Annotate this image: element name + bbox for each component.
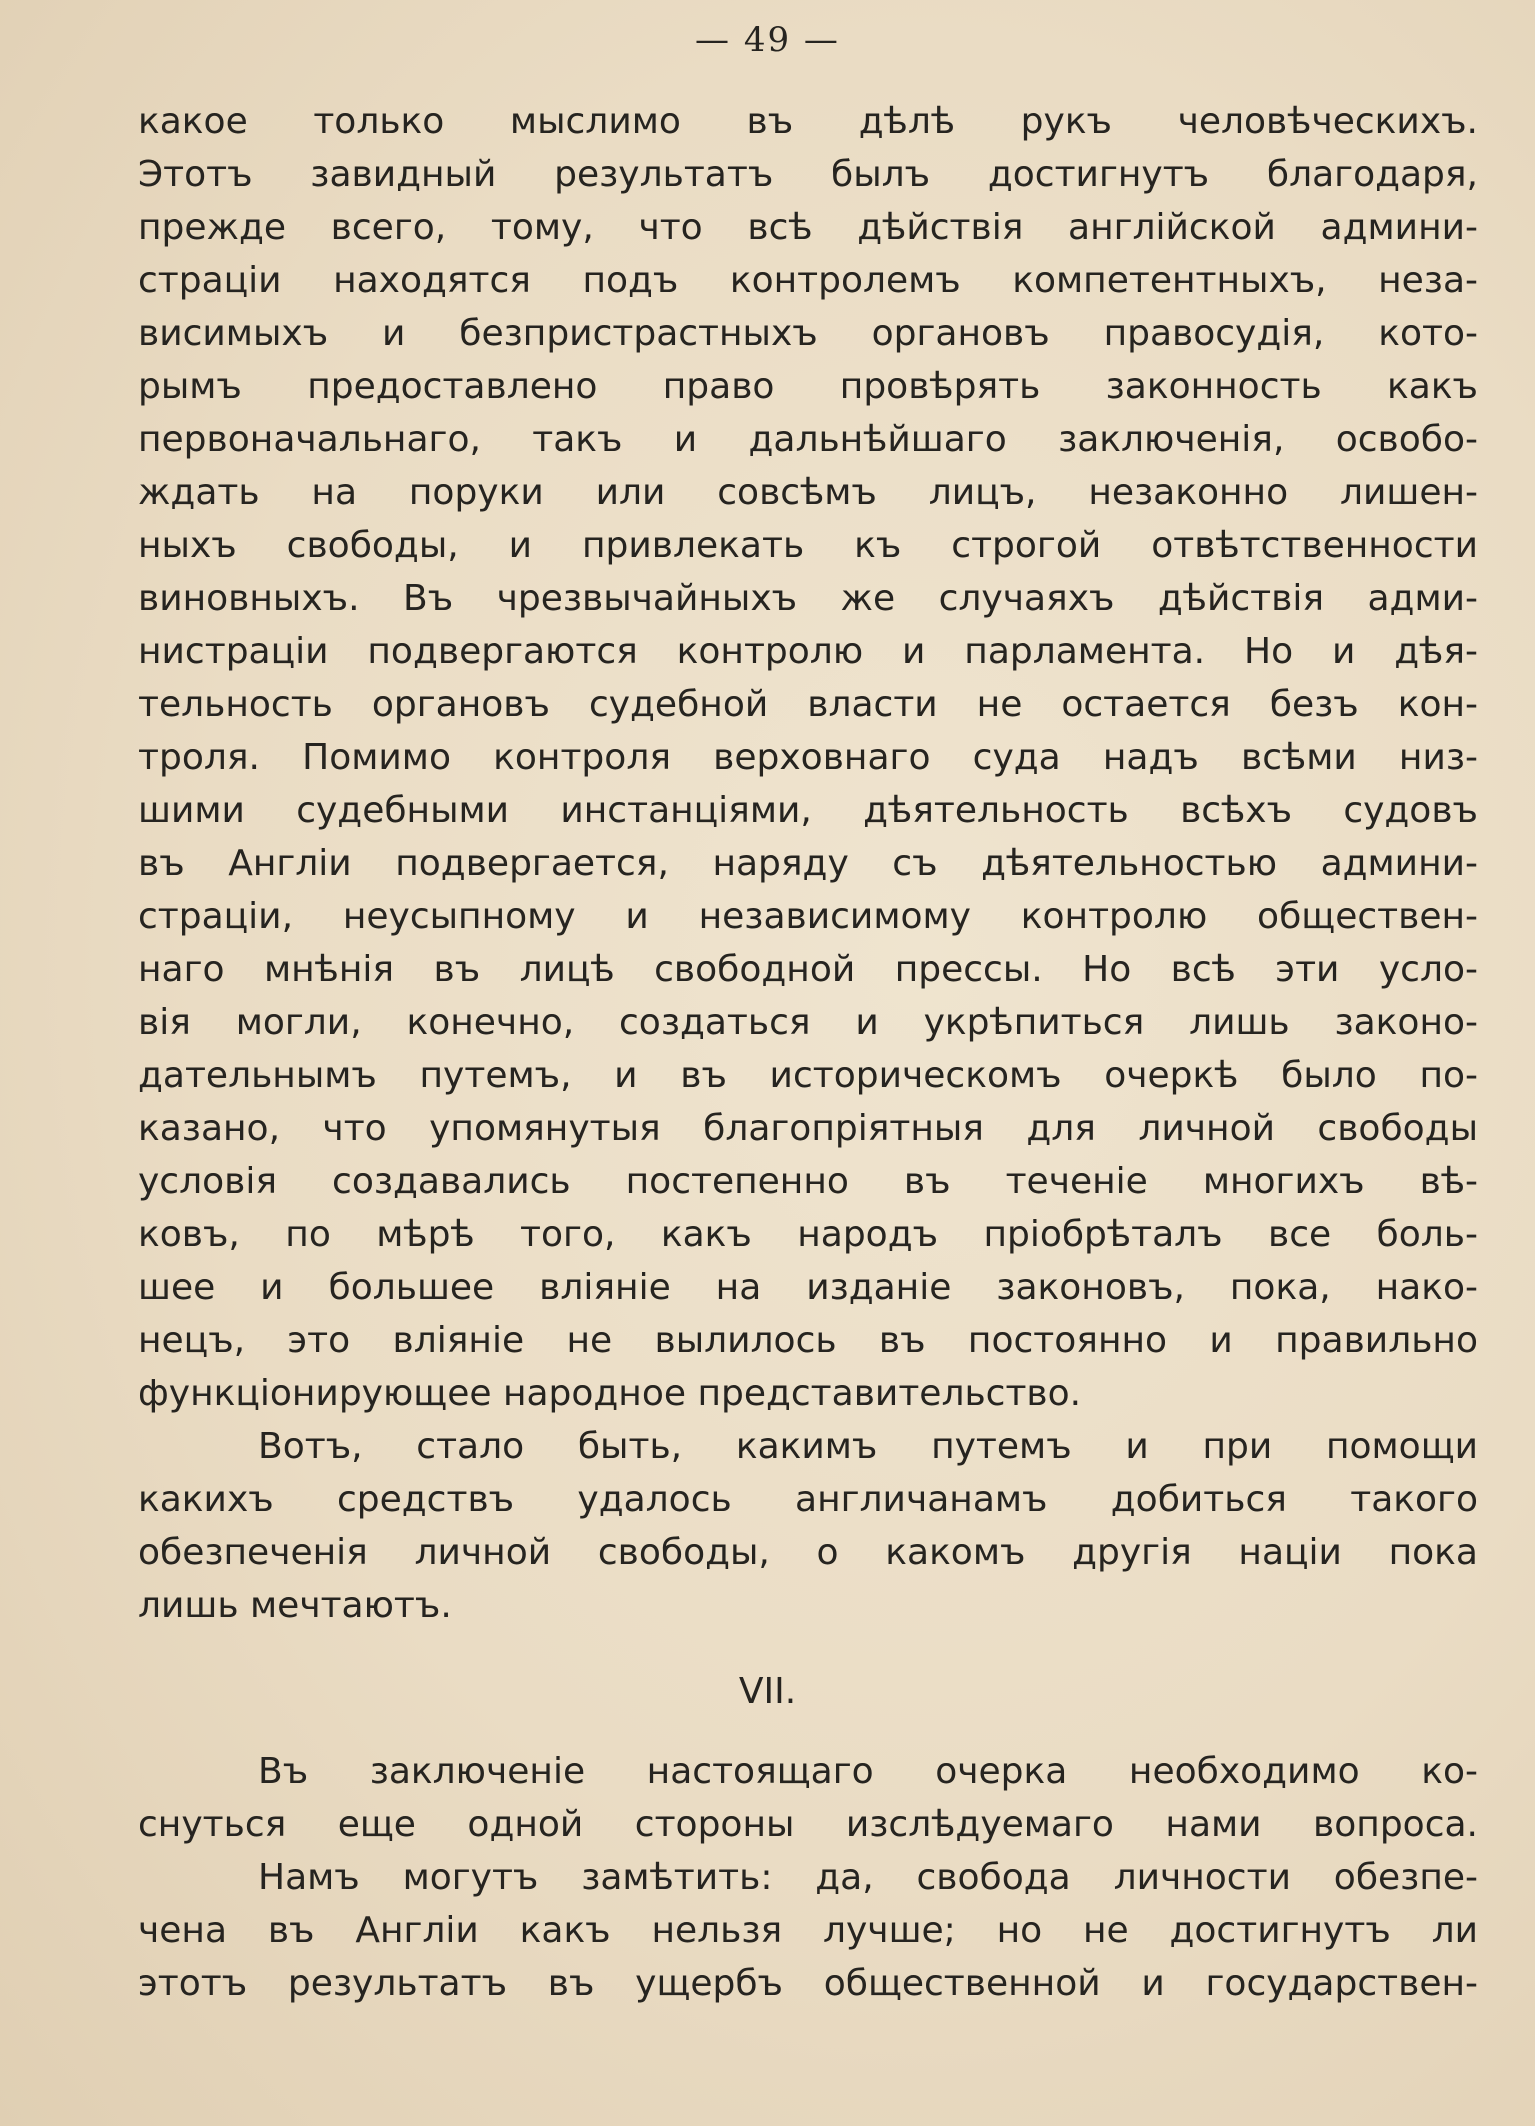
text-line: первоначальнаго, такъ и дальнѣйшаго заключенія, освобо-	[138, 419, 1478, 460]
page-number: — 49 —	[695, 20, 840, 60]
text-line: какое только мыслимо въ дѣлѣ рукъ человѣческихъ.	[138, 101, 1478, 142]
text-line: этотъ результатъ въ ущербъ общественной и государствен-	[138, 1963, 1478, 2004]
text-line: функціонирующее народное представительство.	[138, 1373, 1082, 1414]
text-line: снуться еще одной стороны изслѣдуемаго нами вопроса.	[138, 1804, 1478, 1845]
text-line: ковъ, по мѣрѣ того, какъ народъ пріобрѣталъ все боль-	[138, 1214, 1478, 1255]
text-line: нистраціи подвергаются контролю и парламента. Но и дѣя-	[138, 631, 1478, 672]
text-line: нецъ, это вліяніе не вылилось въ постоянно и правильно	[138, 1320, 1478, 1361]
text-line: вія могли, конечно, создаться и укрѣпиться лишь законо-	[138, 1002, 1478, 1043]
text-line: чена въ Англіи какъ нельзя лучше; но не достигнутъ ли	[138, 1910, 1478, 1951]
text-line: страціи находятся подъ контролемъ компетентныхъ, неза-	[138, 260, 1478, 301]
text-line: виновныхъ. Въ чрезвычайныхъ же случаяхъ дѣйствія адми-	[138, 578, 1478, 619]
text-line: обезпеченія личной свободы, о какомъ другія націи пока	[138, 1532, 1478, 1573]
text-line: рымъ предоставлено право провѣрять законность какъ	[138, 366, 1478, 407]
text-line: троля. Помимо контроля верховнаго суда надъ всѣми низ-	[138, 737, 1478, 778]
text-line: какихъ средствъ удалось англичанамъ добиться такого	[138, 1479, 1478, 1520]
text-line: лишь мечтаютъ.	[138, 1585, 452, 1626]
paragraph-3	[138, 1745, 1478, 1851]
text-line: страціи, неусыпному и независимому контролю обществен-	[138, 896, 1478, 937]
text-line: ныхъ свободы, и привлекать къ строгой отвѣтственности	[138, 525, 1478, 566]
text-line: Въ заключеніе настоящаго очерка необходимо ко-	[258, 1751, 1478, 1792]
paragraph-4	[138, 1851, 1478, 2010]
text-line: наго мнѣнія въ лицѣ свободной прессы. Но всѣ эти усло-	[138, 949, 1478, 990]
text-line: казано, что упомянутыя благопріятныя для личной свободы	[138, 1108, 1478, 1149]
text-line: Вотъ, стало быть, какимъ путемъ и при помощи	[258, 1426, 1478, 1467]
text-line: шими судебными инстанціями, дѣятельность всѣхъ судовъ	[138, 790, 1478, 831]
text-line: висимыхъ и безпристрастныхъ органовъ правосудія, кото-	[138, 313, 1478, 354]
text-line: тельность органовъ судебной власти не остается безъ кон-	[138, 684, 1478, 725]
text-line: шее и большее вліяніе на изданіе законовъ, пока, нако-	[138, 1267, 1478, 1308]
text-line: прежде всего, тому, что всѣ дѣйствія англійской админи-	[138, 207, 1478, 248]
text-line: Этотъ завидный результатъ былъ достигнутъ благодаря,	[138, 154, 1478, 195]
paragraph-2	[138, 1420, 1478, 1632]
paragraph-1	[138, 95, 1478, 1420]
text-line: Намъ могутъ замѣтить: да, свобода личности обезпе-	[258, 1857, 1478, 1898]
text-line: ждать на поруки или совсѣмъ лицъ, незаконно лишен-	[138, 472, 1478, 513]
text-line: въ Англіи подвергается, наряду съ дѣятельностью админи-	[138, 843, 1478, 884]
section-heading: VII.	[738, 1671, 797, 1712]
text-line: дательнымъ путемъ, и въ историческомъ очеркѣ было по-	[138, 1055, 1478, 1096]
text-line: условія создавались постепенно въ теченіе многихъ вѣ-	[138, 1161, 1478, 1202]
